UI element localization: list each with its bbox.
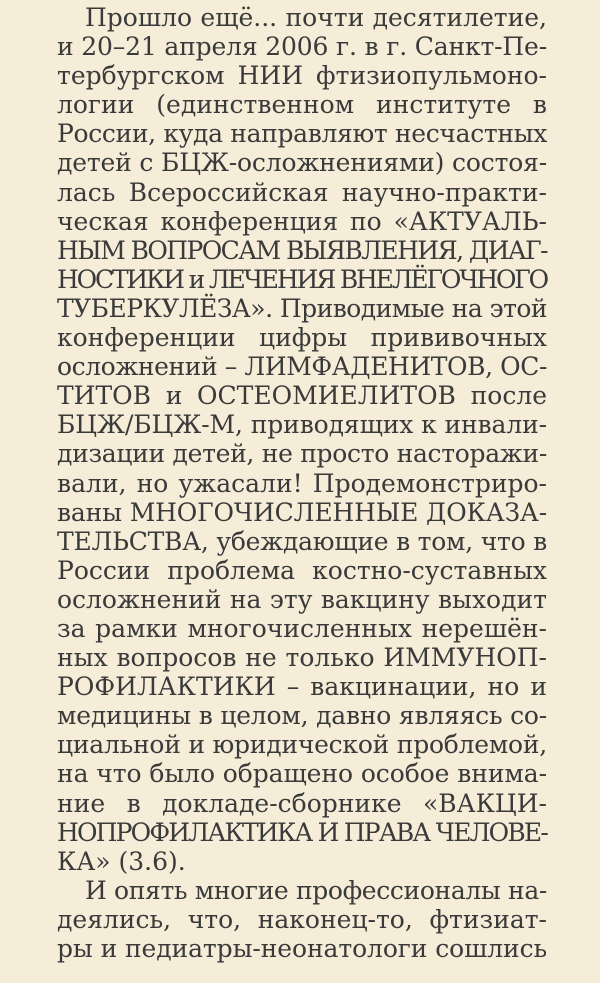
text-line: ТУБЕРКУЛЁЗА». Приводимые на этой bbox=[57, 293, 547, 323]
text-line: Прошло ещё... почти десятилетие, bbox=[85, 3, 547, 32]
text-line: на что было обращено особое внима- bbox=[57, 759, 547, 789]
text-line: НОПРОФИЛАКТИКА И ПРАВА ЧЕЛОВЕ- bbox=[57, 817, 547, 847]
text-line: НЫМ ВОПРОСАМ ВЫЯВЛЕНИЯ, ДИАГ- bbox=[57, 235, 547, 265]
text-line: детей с БЦЖ-осложнениями) состоя- bbox=[57, 148, 547, 178]
text-line: дизации детей, не просто насторажи- bbox=[57, 439, 547, 469]
text-line: НОСТИКИ и ЛЕЧЕНИЯ ВНЕЛЁГОЧНОГО bbox=[57, 264, 547, 294]
text-line: медицины в целом, давно являясь со- bbox=[57, 701, 547, 731]
text-line: и 20–21 апреля 2006 г. в г. Санкт-Пе- bbox=[57, 32, 547, 62]
text-line: за рамки многочисленных нерешён- bbox=[57, 613, 547, 643]
text-line: ТЕЛЬСТВА, убеждающие в том, что в bbox=[57, 526, 547, 556]
text-line: РОФИЛАКТИКИ – вакцинации, но и bbox=[57, 672, 547, 702]
text-line: ческая конференция по «АКТУАЛЬ- bbox=[57, 206, 547, 236]
text-line: тербургском НИИ фтизиопульмоно- bbox=[57, 61, 547, 91]
text-line: ТИТОВ и ОСТЕОМИЕЛИТОВ после bbox=[57, 381, 547, 411]
document-text bbox=[57, 3, 547, 963]
text-line: конференции цифры прививочных bbox=[57, 323, 547, 353]
text-line: вали, но ужасали! Продемонстриро- bbox=[57, 468, 547, 498]
text-line: России, куда направляют несчастных bbox=[57, 119, 547, 149]
text-line: осложнений – ЛИМФАДЕНИТОВ, ОС- bbox=[57, 352, 547, 382]
text-line: ваны МНОГОЧИСЛЕННЫЕ ДОКАЗА- bbox=[57, 497, 547, 527]
text-line: ных вопросов не только ИММУНОП- bbox=[57, 643, 547, 673]
paragraph bbox=[57, 3, 547, 876]
text-line: ние в докладе-сборнике «ВАКЦИ- bbox=[57, 788, 547, 818]
text-line: И опять многие профессионалы на- bbox=[85, 875, 547, 905]
text-line: России проблема костно-суставных bbox=[57, 555, 547, 585]
text-line: осложнений на эту вакцину выходит bbox=[57, 584, 547, 614]
text-line: деялись, что, наконец-то, фтизиат- bbox=[57, 904, 547, 934]
text-line: логии (единственном институте в bbox=[57, 90, 547, 120]
text-line: циальной и юридической проблемой, bbox=[57, 730, 547, 760]
text-line: БЦЖ/БЦЖ-М, приводящих к инвали- bbox=[57, 410, 547, 440]
text-line: КА» (3.6). bbox=[57, 846, 186, 876]
text-line: лась Всероссийская научно-практи- bbox=[57, 177, 547, 207]
paragraph bbox=[57, 876, 547, 963]
text-line: ры и педиатры-неонатологи сошлись bbox=[57, 934, 547, 963]
